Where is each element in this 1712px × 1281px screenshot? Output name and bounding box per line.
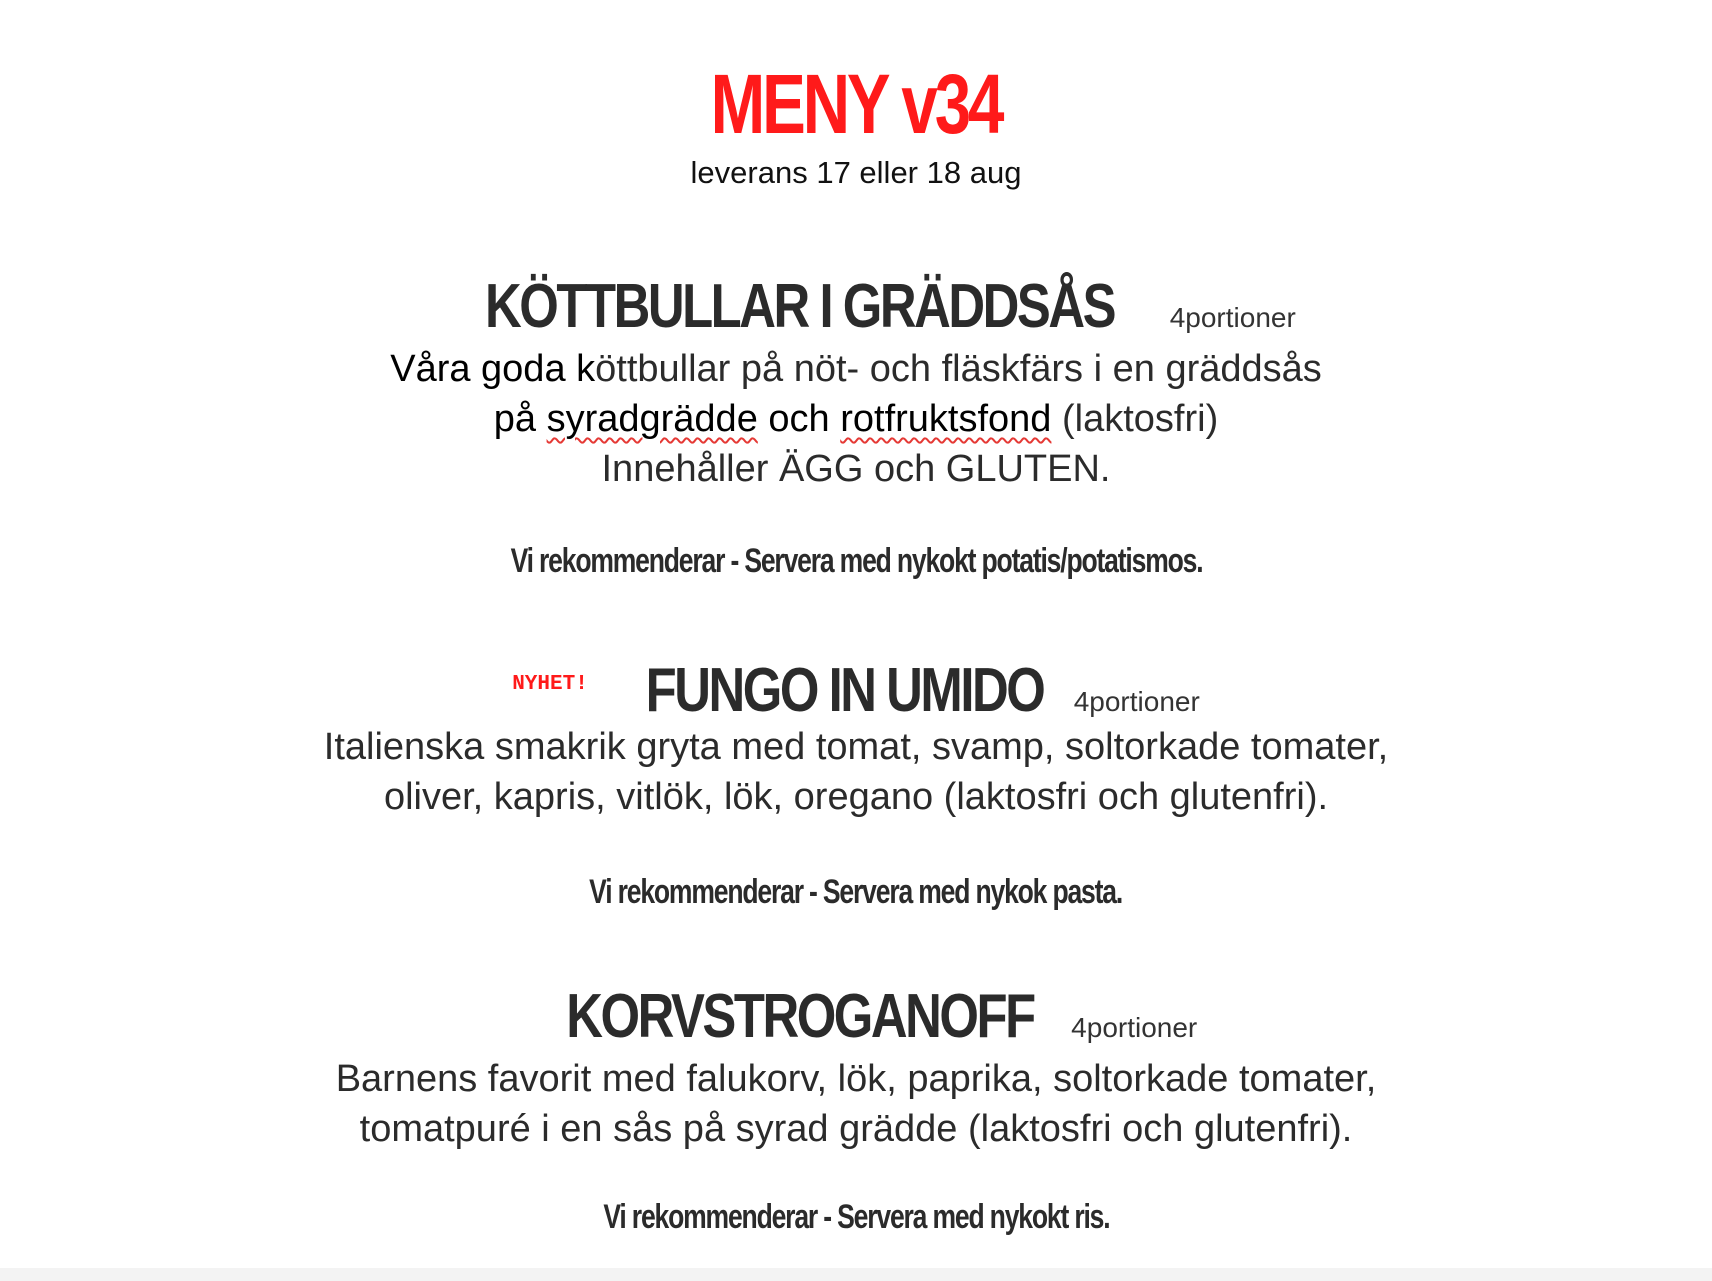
dish-heading <box>0 980 1712 1054</box>
page-bottom-edge <box>0 1268 1712 1281</box>
description-line: Italienska smakrik gryta med tomat, svamp, soltorkade tomater, <box>323 726 1389 768</box>
recommendation: Vi rekommenderar - Servera med nykok pasta. <box>589 873 1123 911</box>
dish-heading <box>0 648 1712 725</box>
new-badge: NYHET! <box>512 673 588 696</box>
dish-kottbullar <box>0 270 1712 494</box>
recommendation-row <box>0 873 1712 912</box>
description-line <box>0 394 1712 444</box>
description-text: och <box>757 398 841 440</box>
dish-name: KORVSTROGANOFF <box>566 982 1034 1051</box>
dish-description <box>0 722 1712 822</box>
dish-description <box>0 1054 1712 1154</box>
dish-name: FUNGO IN UMIDO <box>645 656 1044 725</box>
dish-portions: 4portioner <box>1073 686 1200 717</box>
description-line: tomatpuré i en sås på syrad grädde (laktosfri och glutenfri). <box>359 1108 1353 1150</box>
description-text: Våra goda k <box>390 348 596 390</box>
description-line: Barnens favorit med falukorv, lök, paprika, soltorkade tomater, <box>335 1058 1377 1100</box>
description-line: Innehåller ÄGG och GLUTEN. <box>601 448 1111 490</box>
description-text: (laktosfri) <box>1051 398 1219 440</box>
dish-fungo-in-umido <box>0 648 1712 822</box>
description-text: öttbullar på nöt- och fläskfärs i en gräddsås <box>595 348 1322 390</box>
dish-korvstroganoff <box>0 980 1712 1154</box>
recommendation-row <box>0 1198 1712 1237</box>
description-text: på <box>493 398 547 440</box>
recommendation: Vi rekommenderar - Servera med nykokt potatis/potatismos. <box>510 542 1202 580</box>
description-line <box>0 344 1712 394</box>
menu-title: MENY v34 <box>710 57 1002 151</box>
dish-description <box>0 344 1712 494</box>
misspelled-word[interactable]: rotfruktsfond <box>840 398 1052 440</box>
description-line: oliver, kapris, vitlök, lök, oregano (laktosfri och glutenfri). <box>383 776 1329 818</box>
dish-portions: 4portioner <box>1169 302 1296 333</box>
recommendation: Vi rekommenderar - Servera med nykokt ris. <box>602 1198 1110 1236</box>
recommendation-row <box>0 542 1712 581</box>
dish-name: KÖTTBULLAR I GRÄDDSÅS <box>485 272 1115 341</box>
misspelled-word[interactable]: syradgrädde <box>546 398 758 440</box>
delivery-date: leverans 17 eller 18 aug <box>690 155 1022 190</box>
dish-heading <box>0 270 1712 344</box>
dish-portions: 4portioner <box>1071 1012 1198 1043</box>
